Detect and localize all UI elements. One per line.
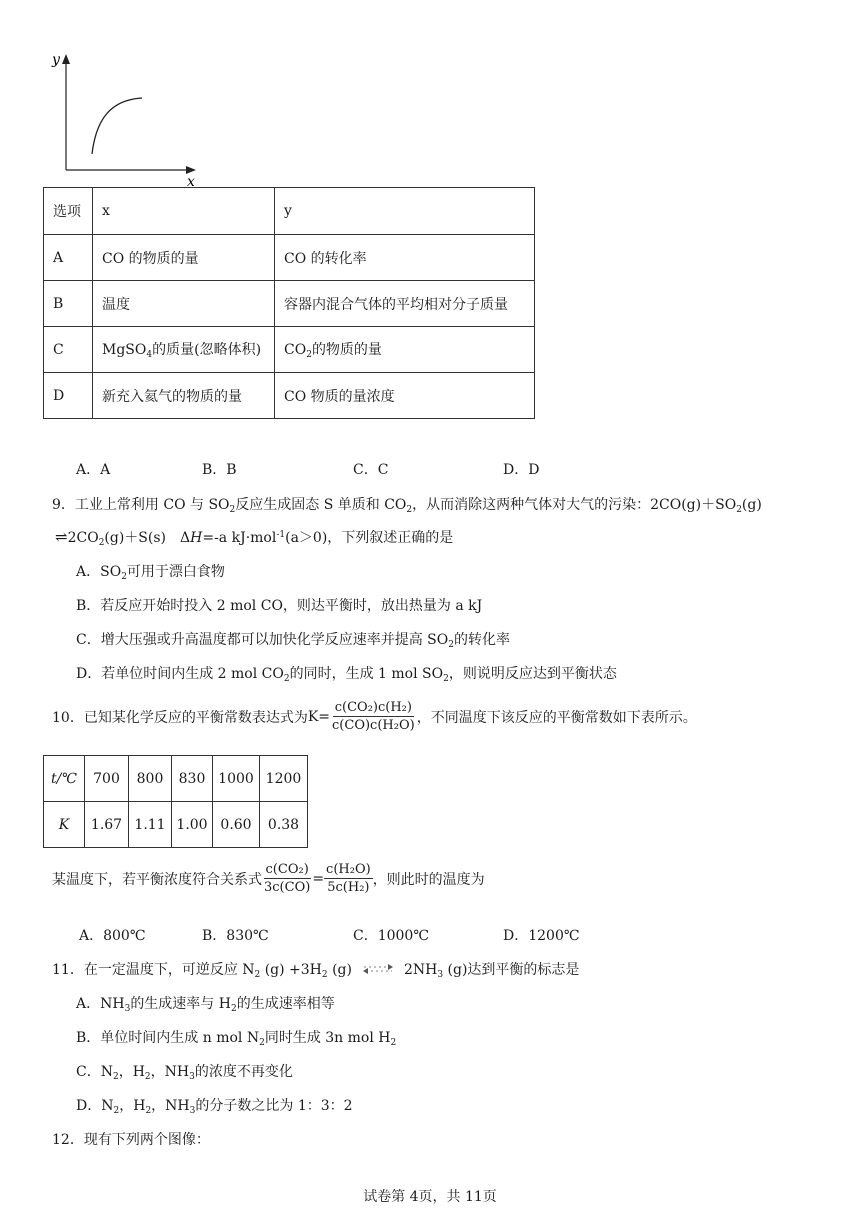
y-cell: CO 的转化率 [275, 235, 535, 281]
temperature-cell: 1200 [260, 756, 308, 802]
q8-choice-a: A．A [76, 462, 111, 478]
q12-stem: 12．现有下列两个图像： [52, 1132, 210, 1148]
y-cell: CO 物质的量浓度 [275, 373, 535, 419]
x-cell: 新充入氦气的物质的量 [93, 373, 275, 419]
q8-options-table [43, 187, 535, 419]
x-cell: CO 的物质的量 [93, 235, 275, 281]
q8-choice-d: D．D [503, 462, 540, 478]
x-axis-label: x [187, 174, 195, 188]
table-header-row [44, 188, 535, 235]
x-cell: MgSO$_4$的质量(忽略体积) [93, 327, 275, 373]
temperature-header: t/℃ [44, 756, 85, 802]
condition-fraction-left: $\frac{\text{c(CO₂)}}{3c(CO)}$ [264, 862, 311, 895]
condition-fraction-right: $\frac{\text{c(H₂O)}}{\text{5c(H₂)}}$ [326, 862, 371, 895]
q11-option-c: C．$N_2$，$H_2$，$NH_3$的浓度不再变化 [76, 1064, 293, 1082]
k-cell: 0.38 [260, 802, 308, 848]
q10-choice-a: A．800℃ [79, 928, 146, 944]
page-footer: 试卷第 4页，共 11页 [363, 1189, 497, 1205]
table-row [44, 281, 535, 327]
q10-stem: 10．已知某化学反应的平衡常数表达式为 K= $\frac{\text{c(CO₂)c(H₂)}}{\text{c(CO)c(H₂O)}}$ ，不同温度下该反应的平衡常数如下表所示。 [52, 700, 697, 733]
option-cell: D [44, 373, 93, 419]
q10-choice-c: C．1000℃ [353, 928, 430, 944]
option-cell: B [44, 281, 93, 327]
option-cell: A [44, 235, 93, 281]
temperature-cell: 700 [85, 756, 129, 802]
k-cell: 1.00 [172, 802, 213, 848]
y-axis-arrow [62, 54, 70, 64]
q9-option-a: A．$SO_2$可用于漂白食物 [76, 564, 225, 582]
equilibrium-constant-fraction: $\frac{\text{c(CO₂)c(H₂)}}{\text{c(CO)c(H₂O)}}$ [332, 700, 415, 733]
table-row [44, 235, 535, 281]
header-cell: x [93, 188, 275, 235]
q8-choice-b: B．B [202, 462, 237, 478]
header-cell: y [275, 188, 535, 235]
y-axis-label: y [52, 52, 60, 68]
option-cell: C [44, 327, 93, 373]
q10-choice-b: B．830℃ [202, 928, 269, 944]
table-row [44, 327, 535, 373]
q11-option-d: D．$N_2$，$H_2$，$NH_3$的分子数之比为 1：3：2 [76, 1098, 353, 1116]
curve [92, 98, 142, 154]
q11-option-a: A．$NH_3$的生成速率与 $H_2$的生成速率相等 [76, 996, 335, 1014]
temperature-cell: 830 [172, 756, 213, 802]
q11-stem: 11．在一定温度下，可逆反应 $N_2$ $(g) +3H_2$ (g) $2NH_3$ (g)达到平衡的标志是 [52, 962, 580, 980]
k-cell: 1.67 [85, 802, 129, 848]
q10-choice-d: D．1200℃ [503, 928, 580, 944]
x-cell: 温度 [93, 281, 275, 327]
xy-curve-graph [40, 48, 210, 188]
temperature-cell: 800 [129, 756, 172, 802]
k-header: K [44, 802, 85, 848]
k-cell: 0.60 [213, 802, 260, 848]
q11-option-b: B．单位时间内生成 n mol $N_2$同时生成 3n mol $H_2$ [76, 1030, 397, 1048]
y-cell: $CO_2$的物质的量 [275, 327, 535, 373]
q9-stem-line2: $\rightleftharpoons 2CO_2(g)+S(s)$ ΔH=-a kJ·mol$^{-1}$(a＞0)，下列叙述正确的是 [55, 528, 454, 548]
header-cell: 选项 [44, 188, 93, 235]
q9-option-b: B．若反应开始时投入 2 mol CO，则达平衡时，放出热量为 a kJ [76, 598, 483, 614]
table-row [44, 802, 308, 848]
x-axis-arrow [186, 166, 196, 174]
y-cell: 容器内混合气体的平均相对分子质量 [275, 281, 535, 327]
q10-condition: 某温度下，若平衡浓度符合关系式 $\frac{\text{c(CO₂)}}{3c(CO)}$ = $\frac{\text{c(H₂O)}}{\text{5c(H₂)}}$ ，则此时的温度为 [52, 862, 485, 895]
q8-choice-c: C．C [353, 462, 389, 478]
k-cell: 1.11 [129, 802, 172, 848]
q9-option-c: C．增大压强或升高温度都可以加快化学反应速率并提高 $SO_2$的转化率 [76, 632, 510, 650]
temperature-cell: 1000 [213, 756, 260, 802]
q9-stem-line1: 9．工业上常利用 CO 与 $SO_2$反应生成固态 S 单质和 $CO_2$，从而消除这两种气体对大气的污染：$2CO(g)+SO_2(g)$ [52, 497, 762, 515]
equilibrium-arrow: ⇌ [55, 528, 68, 546]
table-row [44, 756, 308, 802]
reversible-arrow-icon [358, 962, 398, 976]
q9-option-d: D．若单位时间内生成 2 mol $CO_2$的同时，生成 1 mol $SO_2$，则说明反应达到平衡状态 [76, 666, 617, 684]
table-row [44, 373, 535, 419]
k-vs-temperature-table [43, 755, 308, 848]
